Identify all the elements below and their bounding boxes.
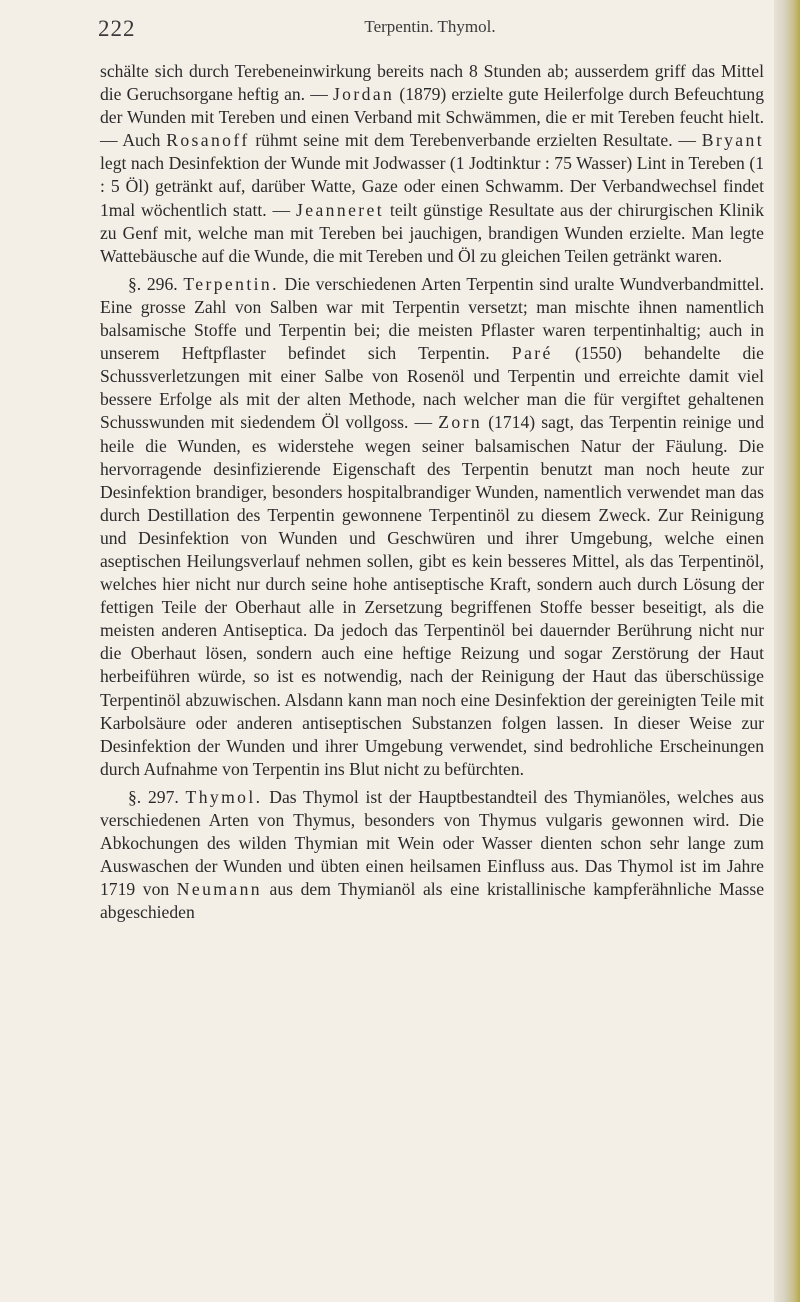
paragraph-tereben (100, 60, 764, 268)
spaced-name: Terpentin. (183, 273, 279, 294)
spaced-name: Jordan (332, 84, 395, 105)
spaced-name: Neumann (176, 879, 262, 900)
text-run: Das Thymol ist der Hauptbestandteil des Thymianöles, welches aus verschiedenen Arten von Thymus, besonders von Thymus vulgaris gewonnen wird. Die Abkochungen des wilden Thymian mit Wein oder Wasser dienten schon sehr lange zum Auswaschen der Wunden und übten einen heilsamen Einfluss aus. Das Thymol ist im Jahre 1719 von (100, 786, 765, 900)
paragraph-thymol (100, 786, 764, 925)
page-header (98, 14, 762, 44)
spaced-name: Paré (511, 343, 553, 364)
page-body (100, 60, 764, 924)
text-run: Die verschiedenen Arten Terpentin sind uralte Wundverbandmittel. Eine grosse Zahl von Salben war mit Terpentin versetzt; man mischte ihnen namentlich balsamische Stoffe und Terpentin bei; die meisten Pflaster waren terpentinhaltig; auch in unserem Heftpflaster befindet sich Terpentin. (100, 273, 764, 364)
page-edge (774, 0, 800, 1302)
text-run: teilt günstige Resultate aus der chirurgischen Klinik zu Genf mit, welche man mit Tereben bei jauchigen, brandigen Wunden erzielte. Man legte Wattebäusche auf die Wunde, die mit Tereben und Öl zu gleichen Teilen getränkt waren. (100, 199, 764, 266)
text-run: (1879) erzielte gute Heilerfolge durch Befeuchtung der Wunden mit Tereben und einen Verband mit Schwämmen, die er mit Tereben feucht hielt. — Auch (100, 84, 765, 151)
spaced-name: Zorn (438, 412, 483, 433)
text-run: rühmt seine mit dem Terebenverbande erzielten Resultate. — (249, 130, 702, 151)
paragraph-terpentin (100, 273, 764, 781)
spaced-name: Thymol. (185, 786, 263, 807)
spaced-name: Bryant (701, 130, 764, 151)
text-run: §. 296. (128, 273, 184, 294)
text-run: schälte sich durch Terebeneinwirkung bereits nach 8 Stunden ab; ausserdem griff das Mittel die Geruchsorgane heftig an. — (100, 61, 764, 105)
text-run: aus dem Thymianöl als eine kristallinische kampferähnliche Masse abgeschieden (100, 879, 765, 923)
text-run: §. 297. (128, 786, 186, 807)
running-title: Terpentin. Thymol. (364, 17, 496, 36)
text-run: (1550) behandelte die Schussverletzungen mit einer Salbe von Rosenöl und Terpentin und erreichte damit viel bessere Erfolge als mit der alten Methode, nach welcher man die für vergiftet gehaltenen Schusswunden mit siedendem Öl vollgoss. — (100, 343, 764, 433)
page-number: 222 (98, 16, 136, 41)
text-run: (1714) sagt, das Terpentin reinige und heile die Wunden, es widerstehe wegen seiner balsamischen Natur der Fäulung. Die hervorragende desinfizierende Eigenschaft des Terpentin benutzt man noch heute zur Desinfektion brandiger, besonders hospitalbrandiger Wunden, namentlich verwendet man das durch Destillation des Terpentin gewonnene Terpentinöl zu diesem Zweck. Zur Reinigung und Desinfektion von Wunden und Geschwüren und ihrer Umgebung, welche einen aseptischen Heilungsverlauf nehmen sollen, gibt es kein besseres Mittel, als das Terpentinöl, welches hier nicht nur durch seine hohe antiseptische Kraft, sondern auch durch Lösung der fettigen Teile der Oberhaut alle in Zersetzung begriffenen Stoffe besser beseitigt, als die meisten anderen Antiseptica. Da jedoch das Terpentinöl bei dauernder Berührung nicht nur die Oberhaut lösen, sondern auch eine heftige Reizung und sogar Zerstörung der Haut herbeiführen würde, so ist es notwendig, nach der Reinigung der Haut das überschüssige Terpentinöl abzuwischen. Alsdann kann man noch eine Desinfektion der gereinigten Teile mit Karbolsäure oder anderen antiseptischen Substanzen folgen lassen. In dieser Weise zur Desinfektion der Wunden und ihrer Umgebung verwendet, sind bedrohliche Erscheinungen durch Aufnahme von Terpentin ins Blut nicht zu befürchten. (100, 412, 764, 779)
spaced-name: Rosanoff (166, 130, 250, 151)
spaced-name: Jeanneret (296, 199, 385, 220)
text-run: legt nach Desinfektion der Wunde mit Jodwasser (1 Jodtinktur : 75 Wasser) Lint in Tereben (1 : 5 Öl) getränkt auf, darüber Watte, Gaze oder einen Schwamm. Der Verbandwechsel findet 1mal wöchentlich statt. — (100, 153, 764, 220)
